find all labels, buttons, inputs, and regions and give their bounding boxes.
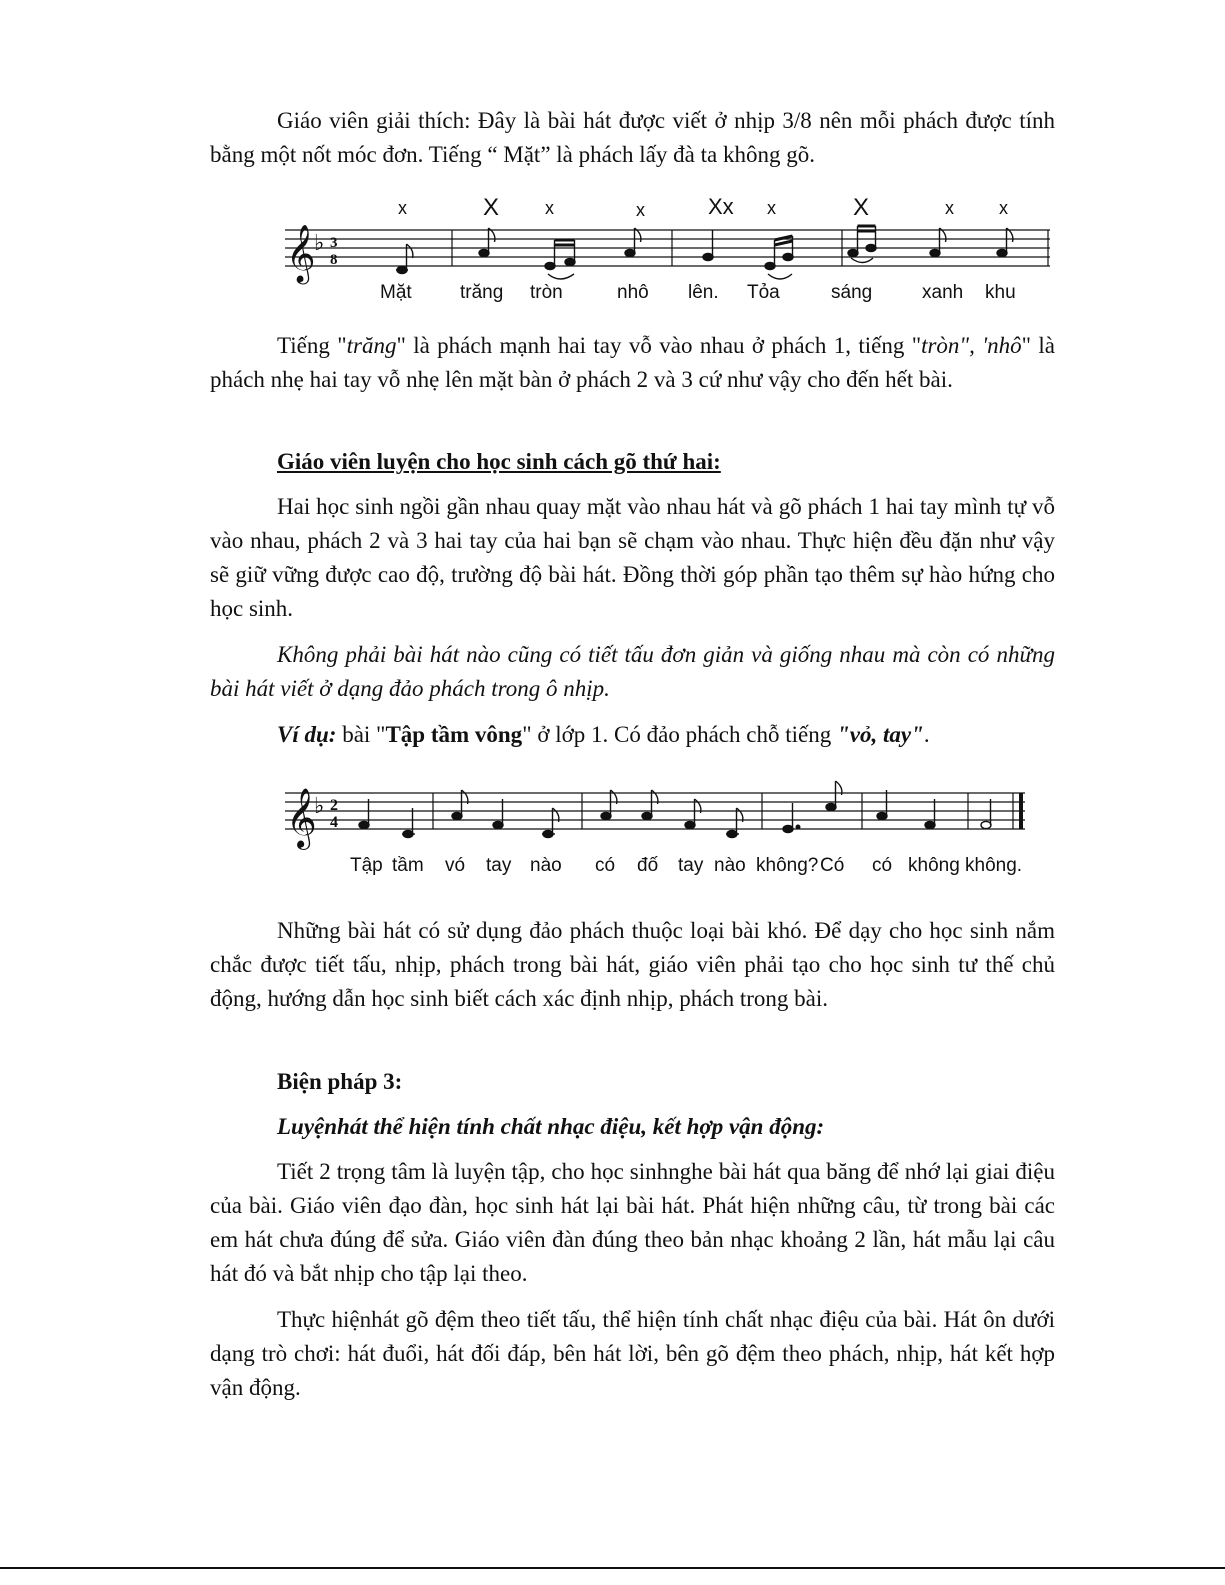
svg-text:4: 4 (330, 814, 338, 831)
svg-text:8: 8 (330, 252, 338, 268)
beat-mark: x (767, 198, 776, 218)
heading-second-way: Giáo viên luyện cho học sinh cách gõ thứ hai: (277, 449, 721, 474)
lyric-word: Tập (350, 855, 383, 876)
flat-icon: ♭ (314, 794, 325, 819)
paragraph-syncopation-hard: Những bài hát có sử dụng đảo phách thuộc loại bài khó. Để dạy cho học sinh nắm chắc được tiết tấu, nhịp, phách trong bài hát, giáo viên phải tạo cho học sinh tư thế chủ động, hướng dẫn học sinh biết cách xác định nhịp, phách trong bài. (210, 918, 1055, 1011)
lyrics-row-2 (280, 855, 1060, 885)
lyric-word: có (872, 855, 893, 876)
treble-clef-icon: 𝄞 (286, 788, 317, 848)
song-title: Tập tầm vông (385, 722, 523, 747)
lyrics-row-1 (280, 282, 1060, 312)
beat-mark: x (398, 198, 407, 218)
lyric-word: khu (985, 282, 1016, 303)
lyric-word: không. (965, 855, 1023, 876)
svg-text:3: 3 (330, 235, 338, 251)
heading-bien-phap-3-sub: Luyệnhát thể hiện tính chất nhạc điệu, kết hợp vận động: (277, 1114, 825, 1139)
lyric-word: trăng (460, 282, 504, 303)
lyric-word: không (908, 855, 960, 876)
lyric-word: tròn (530, 282, 563, 303)
text-run: bài " (336, 722, 386, 747)
lyric-word: tay (486, 855, 512, 876)
paragraph-trang (210, 329, 1055, 397)
intro-paragraph: Giáo viên giải thích: Đây là bài hát được viết ở nhịp 3/8 nên mỗi phách được tính bằng một nốt móc đơn. Tiếng “ Mặt” là phách lấy đà ta không gõ. (210, 108, 1055, 167)
lyric-word: Mặt (380, 282, 412, 303)
music-example-2 (280, 775, 1060, 885)
syncopated-words: "vỏ, tay" (836, 722, 924, 747)
paragraph-lesson-2: Tiết 2 trọng tâm là luyện tập, cho học sinhnghe bài hát qua băng để nhớ lại giai điệu của bài. Giáo viên đạo đàn, học sinh hát lại bài hát. Phát hiện những câu, từ trong bài các em hát chưa đúng để sửa. Giáo viên đàn đúng theo bản nhạc khoảng 2 lần, hát mẫu lại câu hát đó và bắt nhịp cho tập lại theo. (210, 1159, 1055, 1286)
paragraph-syncopation: Không phải bài hát nào cũng có tiết tấu đơn giản và giống nhau mà còn có những bài hát viết ở dạng đảo phách trong ô nhịp. (210, 642, 1055, 701)
lyric-word: không? (756, 855, 819, 876)
lyric-word: đố (637, 855, 659, 876)
beat-mark: X (853, 194, 870, 221)
heading-bien-phap-3: Biện pháp 3: (277, 1069, 403, 1094)
lyric-word: sáng (831, 282, 873, 303)
music-example-1 (280, 192, 1060, 322)
italic-word: trăng (346, 333, 397, 358)
lyric-word: vó (445, 855, 466, 876)
lyric-word: tay (678, 855, 704, 876)
lyric-word: tầm (392, 855, 424, 876)
text-run: " là phách nhẹ hai tay vỗ nhẹ lên mặt bàn ở phách 2 và 3 cứ như vậy cho đến hết bài. (210, 333, 1055, 392)
example-line (277, 718, 930, 752)
example-label: Ví dụ: (277, 722, 337, 747)
text-run: " là phách mạnh hai tay vỗ vào nhau ở phách 1, tiếng " (396, 333, 922, 358)
treble-clef-icon: 𝄞 (286, 224, 316, 282)
beat-mark: x (945, 198, 954, 218)
flat-icon: ♭ (314, 231, 325, 256)
lyric-word: Có (820, 855, 845, 876)
beat-mark: x (545, 198, 554, 218)
paragraph-pair-clapping: Hai học sinh ngồi gần nhau quay mặt vào nhau hát và gõ phách 1 hai tay mình tự vỗ vào nhau, phách 2 và 3 hai tay của hai bạn sẽ chạm vào nhau. Thực hiện đều đặn như vậy sẽ giữ vững được cao độ, trường độ bài hát. Đồng thời góp phần tạo thêm sự hào hứng cho học sinh. (210, 494, 1055, 621)
beat-mark: X (483, 194, 500, 221)
lyric-word: có (595, 855, 616, 876)
text-run: . (923, 722, 930, 747)
lyric-word: nhô (617, 282, 649, 303)
staff-1 (280, 218, 1060, 288)
paragraph-practice: Thực hiệnhát gõ đệm theo tiết tấu, thể hiện tính chất nhạc điệu của bài. Hát ôn dưới dạng trò chơi: hát đuổi, hát đối đáp, bên hát lời, bên gõ đệm theo phách, nhịp, hát kết hợp vận động. (210, 1307, 1055, 1400)
lyric-word: nào (714, 855, 746, 876)
beat-mark: x (999, 198, 1008, 218)
staff-2 (280, 775, 1060, 857)
bottom-rule (0, 1567, 1225, 1569)
beat-mark: x (636, 200, 645, 220)
svg-text:2: 2 (330, 797, 338, 814)
lyric-word: xanh (922, 282, 964, 303)
notes-1 (396, 226, 1013, 279)
beat-mark: Xx (708, 194, 734, 219)
lyric-word: Tỏa (747, 282, 780, 303)
text-run: " ở lớp 1. Có đảo phách chỗ tiếng (522, 722, 837, 747)
text-run: Tiếng " (277, 333, 347, 358)
lyric-word: nào (530, 855, 562, 876)
italic-word: tròn", 'nhô (921, 333, 1022, 358)
lyric-word: lên. (688, 282, 719, 303)
